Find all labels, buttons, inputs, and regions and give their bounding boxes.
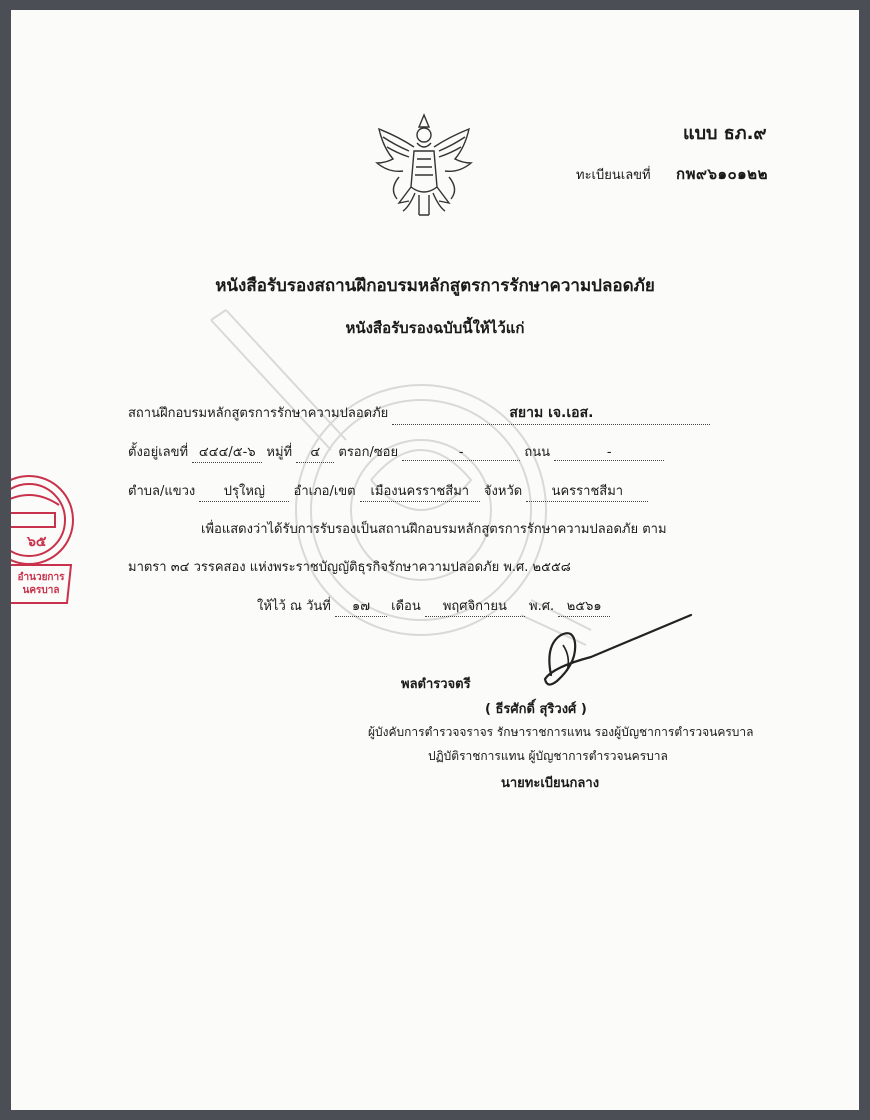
signatory-position-1: ผู้บังคับการตำรวจจราจร รักษาราชการแทน รองผู้บัญชาการตำรวจนครบาล [368, 725, 754, 739]
institution-line [128, 402, 710, 425]
issued-year-label: พ.ศ. [529, 599, 555, 614]
subdistrict-value: ปรุใหญ่ [199, 480, 289, 502]
certificate-page [11, 10, 859, 1110]
form-number: แบบ ธภ.๙ [683, 123, 767, 144]
road-value: - [554, 445, 664, 461]
soi-value: - [402, 445, 520, 461]
signatory-rank: พลตำรวจตรี [401, 677, 471, 692]
statement-line-2: มาตรา ๓๔ วรรคสอง แห่งพระราชบัญญัติธุรกิจรักษาความปลอดภัย พ.ศ. ๒๕๕๘ [128, 560, 571, 575]
issued-prefix: ให้ไว้ ณ วันที่ [257, 599, 331, 614]
district-value: เมืองนครราชสีมา [360, 480, 480, 502]
signatory-position-3: นายทะเบียนกลาง [501, 776, 600, 791]
registration-number: กพ๙๖๑๐๑๒๒ [676, 165, 768, 183]
registration-label: ทะเบียนเลขที่ [576, 168, 651, 183]
address-number-value: ๔๔๔/๕-๖ [192, 441, 262, 463]
certificate-subtitle: หนังสือรับรองฉบับนี้ให้ไว้แก่ [345, 319, 525, 337]
signatory-name: ( ธีรศักดิ์ สุริวงศ์ ) [485, 702, 587, 717]
institution-label: สถานฝึกอบรมหลักสูตรการรักษาความปลอดภัย [128, 406, 389, 421]
province-label: จังหวัด [483, 484, 523, 499]
location-line [128, 480, 648, 502]
moo-label: หมู่ที่ [266, 445, 293, 460]
province-value: นครราชสีมา [526, 480, 648, 502]
certificate-title: หนังสือรับรองสถานฝึกอบรมหลักสูตรการรักษาความปลอดภัย [215, 276, 655, 296]
road-label: ถนน [524, 445, 551, 460]
issued-month-label: เดือน [391, 599, 421, 614]
garuda-emblem [369, 107, 479, 219]
handwritten-signature [531, 605, 701, 695]
address-number-label: ตั้งอยู่เลขที่ [128, 445, 189, 460]
moo-value: ๔ [296, 441, 334, 463]
issued-month: พฤศจิกายน [425, 595, 525, 617]
soi-label: ตรอก/ซอย [338, 445, 399, 460]
statement-line-1: เพื่อแสดงว่าได้รับการรับรองเป็นสถานฝึกอบรมหลักสูตรการรักษาความปลอดภัย ตาม [201, 522, 667, 537]
issued-day: ๑๗ [335, 595, 387, 617]
subdistrict-label: ตำบล/แขวง [128, 484, 196, 499]
stamp-number: ๖๕ [27, 534, 47, 550]
institution-value: สยาม เจ.เอส. [392, 402, 710, 425]
address-line [128, 441, 664, 463]
stamp-text: อำนวยการ นครบาล [17, 572, 65, 596]
official-stamp [11, 465, 81, 615]
district-label: อำเภอ/เขต [293, 484, 356, 499]
signatory-position-2: ปฏิบัติราชการแทน ผู้บัญชาการตำรวจนครบาล [428, 749, 668, 763]
issued-year: ๒๕๖๑ [558, 595, 610, 617]
